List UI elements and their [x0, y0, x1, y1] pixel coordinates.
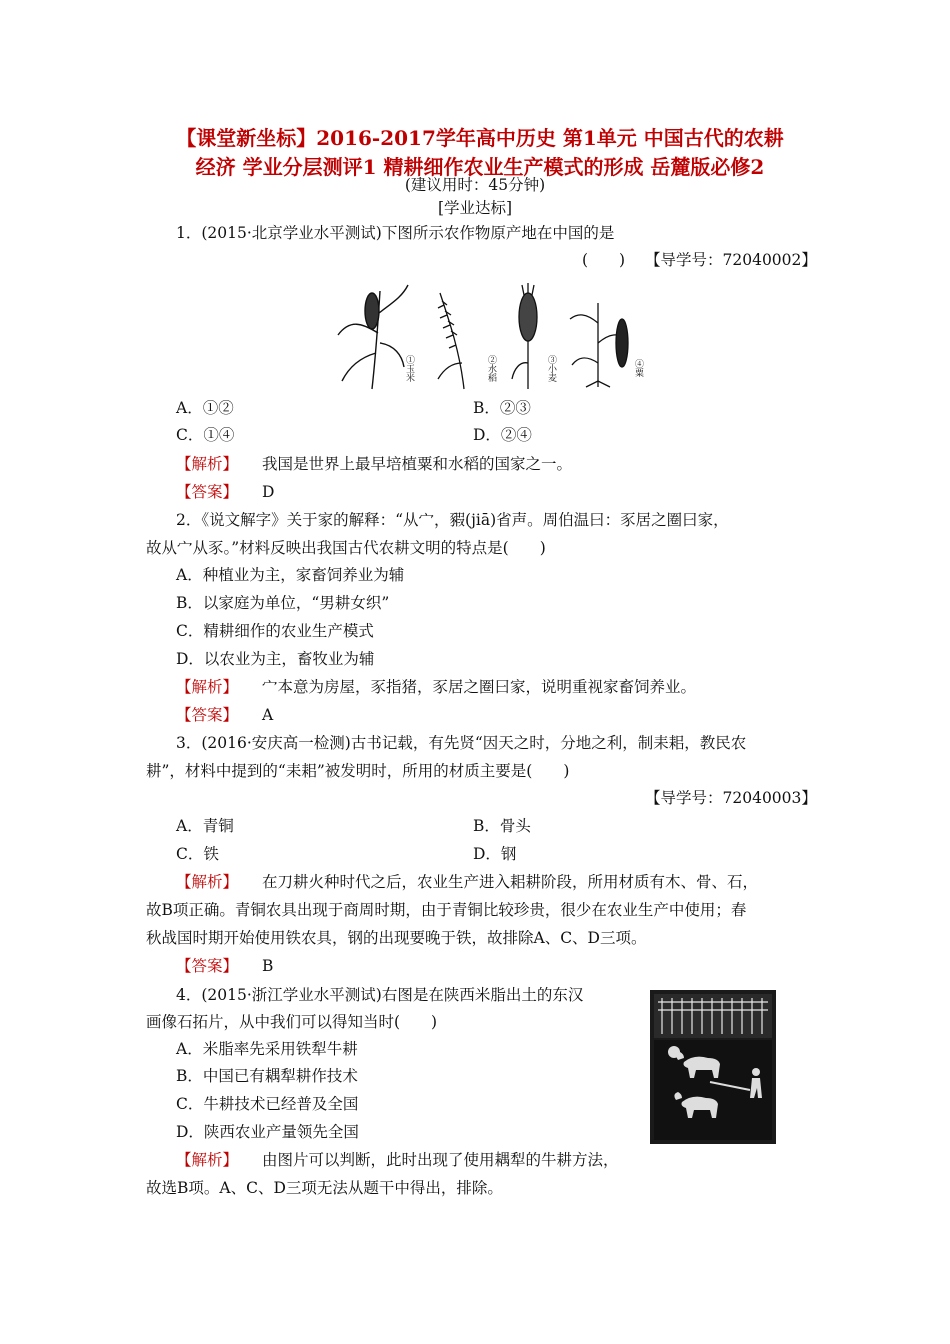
corn-drawing — [338, 285, 408, 389]
rice-drawing — [438, 293, 464, 389]
q1-answer-tag: 【答案】 — [176, 483, 239, 501]
q1-option-b: B．②③ — [473, 399, 531, 417]
q3-guide-number: 【导学号：72040003】 — [645, 789, 817, 807]
q4-analysis-line-1: 由图片可以判断，此时出现了使用耦犁的牛耕方法， — [262, 1151, 619, 1169]
section-heading: [学业达标] — [437, 199, 513, 217]
q2-answer: A — [262, 706, 274, 724]
figure-label-rice: ②水稻 — [486, 355, 496, 382]
q3-option-b: B．骨头 — [473, 817, 531, 835]
q3-answer: B — [262, 957, 274, 975]
q3-analysis-tag: 【解析】 — [176, 873, 239, 891]
q2-stem-line-2: 故从宀从豕。”材料反映出我国古代农耕文明的特点是( ) — [146, 539, 546, 557]
document-title-line-2: 经济 学业分层测评1 精耕细作农业生产模式的形成 岳麓版必修2 — [195, 155, 765, 179]
q2-option-c: C．精耕细作的农业生产模式 — [176, 622, 374, 640]
q3-option-c: C．铁 — [176, 845, 219, 863]
q1-guide-number: 【导学号：72040002】 — [645, 251, 817, 269]
q2-option-d: D．以农业为主，畜牧业为辅 — [176, 650, 375, 668]
q2-stem-line-1: 2．《说文解字》关于家的解释：“从宀，豭(jiā)省声。周伯温曰：豕居之圈曰家， — [176, 511, 729, 529]
q4-option-a: A．米脂率先采用铁犁牛耕 — [176, 1040, 358, 1058]
q4-option-b: B．中国已有耦犁耕作技术 — [176, 1067, 358, 1085]
q1-option-a: A．①② — [176, 399, 234, 417]
millet-drawing — [570, 303, 628, 387]
q3-analysis-line-3: 秋战国时期开始使用铁农具，钢的出现要晚于铁，故排除A、C、D三项。 — [146, 929, 647, 947]
document-title-line-1: 【课堂新坐标】2016-2017学年高中历史 第1单元 中国古代的农耕 — [176, 126, 784, 150]
q3-option-d: D．钢 — [473, 845, 517, 863]
q1-analysis: 我国是世界上最早培植粟和水稻的国家之一。 — [262, 455, 573, 473]
q3-stem-line-1: 3．(2016·安庆高一检测)古书记载，有先贤“因天之时，分地之利，制耒耜，教民农 — [176, 734, 747, 752]
q3-analysis-line-2: 故B项正确。青铜农具出现于商周时期，由于青铜比较珍贵，很少在农业生产中使用；春 — [146, 901, 747, 919]
q3-answer-tag: 【答案】 — [176, 957, 239, 975]
figure-label-wheat: ③小麦 — [546, 355, 556, 382]
q4-option-d: D．陕西农业产量领先全国 — [176, 1123, 359, 1141]
stone-relief-rubbing — [650, 990, 776, 1144]
q4-option-c: C．牛耕技术已经普及全国 — [176, 1095, 359, 1113]
q1-analysis-tag: 【解析】 — [176, 455, 239, 473]
figure-label-corn: ①玉米 — [404, 355, 414, 382]
q1-option-c: C．①④ — [176, 426, 235, 444]
q4-stem-line-2: 画像石拓片，从中我们可以得知当时( ) — [146, 1013, 438, 1031]
q3-analysis-line-1: 在刀耕火种时代之后，农业生产进入耜耕阶段，所用材质有木、骨、石， — [262, 873, 759, 891]
q2-answer-tag: 【答案】 — [176, 706, 239, 724]
q1-option-d: D．②④ — [473, 426, 532, 444]
time-note: (建议用时：45分钟) — [404, 176, 546, 194]
wheat-drawing — [512, 283, 537, 389]
q3-option-a: A．青铜 — [176, 817, 234, 835]
q4-analysis-tag: 【解析】 — [176, 1151, 239, 1169]
q1-stem: 1．(2015·北京学业水平测试)下图所示农作物原产地在中国的是 — [176, 224, 615, 242]
figure-label-millet: ④粟 — [633, 359, 643, 377]
q3-stem-line-2: 耕”，材料中提到的“耒耜”被发明时，所用的材质主要是( ) — [146, 762, 570, 780]
q2-analysis: 宀本意为房屋，豕指猪，豕居之圈曰家，说明重视家畜饲养业。 — [262, 678, 697, 696]
q2-option-b: B．以家庭为单位，“男耕女织” — [176, 594, 390, 612]
q4-stem-line-1: 4．(2015·浙江学业水平测试)右图是在陕西米脂出土的东汉 — [176, 986, 584, 1004]
crop-illustration — [332, 283, 648, 391]
q2-option-a: A．种植业为主，家畜饲养业为辅 — [176, 566, 405, 584]
q4-analysis-line-2: 故选B项。A、C、D三项无法从题干中得出，排除。 — [146, 1179, 503, 1197]
q1-answer-blank: ( ) — [582, 251, 626, 269]
q2-analysis-tag: 【解析】 — [176, 678, 239, 696]
q1-answer: D — [262, 483, 275, 501]
